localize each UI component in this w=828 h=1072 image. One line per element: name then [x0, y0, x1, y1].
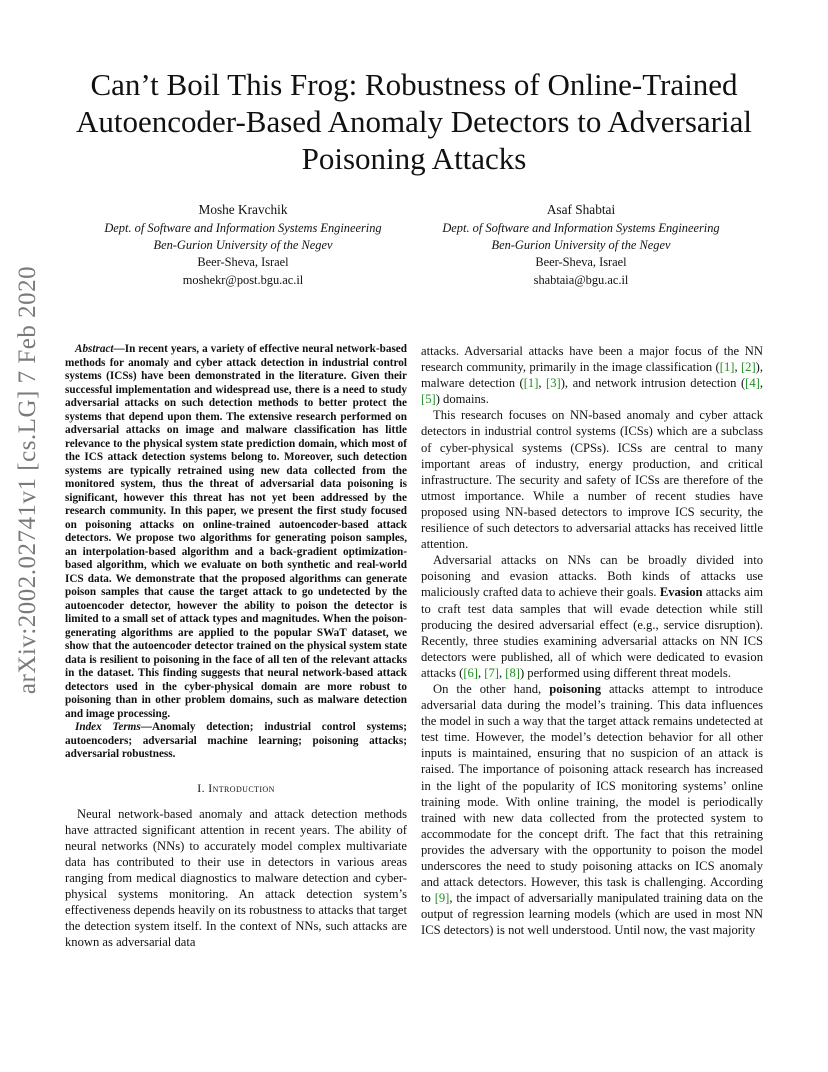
author-university: Ben-Gurion University of the Negev	[153, 238, 333, 253]
author-city: Beer-Sheva, Israel	[535, 255, 627, 270]
citation-link[interactable]: [3]	[546, 376, 561, 391]
index-terms-label: Index Terms	[75, 721, 141, 733]
text-run: ) domains.	[435, 392, 489, 407]
text-run: attacks attempt to introduce adversarial data during the model’s training. This data influences the model in such a way that the target attack remains undetected at test time. However, the model’s detection behavior for all other inputs is maintained, ensuring that no suspicion of an attack is raised. The importance of poisoning attack research has increased in the light of the popularity of ICS monitoring systems’ online training mode. With online training, the model is periodically trained with new data collected from the protected system to accommodate for the concept drift. The fact that this retraining provides the adversary with the opportunity to poison the model underscores the need to study poisoning attacks on ICS anomaly and attack detectors. However, this task is challenging. According to	[421, 681, 763, 906]
citation-link[interactable]: [8]	[505, 665, 520, 680]
citation-link[interactable]: [4]	[745, 376, 760, 391]
intro-paragraph: Neural network-based anomaly and attack detection methods have attracted significant attention in recent years. The ability of neural networks (NNs) to accurately model complex multivariate data has contributed to their use in detectors in various areas ranging from medical diagnostics to malware detection and cyber-physical systems monitoring. An attack detection system’s effectiveness depends heavily on its robustness to attacks that target the detection system itself. In the context of NNs, such attacks are known as adversarial data	[65, 806, 407, 950]
arxiv-identifier[interactable]: arXiv:2002.02741v1 [cs.LG] 7 Feb 2020	[14, 265, 42, 695]
text-run: attacks aim to craft test data samples that will evade detection while still producing the desired adversarial effect (e.g., service disruption). Recently, three studies examining adversarial attacks on NN ICS detectors were published, all of which were dedicated to evasion attacks (	[421, 585, 763, 680]
index-terms	[65, 721, 407, 762]
text-run: On the other hand,	[433, 681, 550, 696]
bold-term: poisoning	[549, 681, 601, 696]
author-block-2	[401, 199, 761, 289]
paragraph-4	[421, 681, 763, 939]
text-run: attacks. Adversarial attacks have been a major focus of the NN research community, primarily in the image classification (	[421, 344, 763, 375]
author-name: Asaf Shabtai	[546, 202, 616, 217]
paper-title: Can’t Boil This Frog: Robustness of Online-Trained Autoencoder-Based Anomaly Detectors to Adversarial Poisoning Attacks	[75, 67, 752, 176]
author-block-1	[63, 199, 423, 289]
right-column	[421, 343, 763, 938]
paragraph-1: attacks. Adversarial attacks have been a major focus of the NN research community, primarily in the image classification ([1], [2]), malware detection ([1], [3]), and network intrusion detection ([4], [5]) domains.	[421, 344, 764, 407]
abstract	[65, 343, 407, 721]
paragraph-3: Adversarial attacks on NNs can be broadly divided into poisoning and evasion attacks. Both kinds of attacks use maliciously crafted data to achieve their goals. Evasion attacks aim to craft test data samples that will evade detection while still producing the desired adversarial effect (e.g., service disruption). Recently, three studies examining adversarial attacks on NN ICS detectors were published, all of which were dedicated to evasion attacks ([6], [7], [8]) performed using different threat models.	[421, 553, 763, 680]
author-name: Moshe Kravchik	[198, 202, 288, 217]
citation-link[interactable]: [1]	[523, 376, 539, 391]
text-run: Adversarial attacks on NNs can be broadly divided into poisoning and evasion attacks. Both kinds of attacks use maliciously crafted data to achieve their goals.	[421, 553, 763, 600]
text-run: , the impact of adversarially manipulated training data on the output of regression learning models (which are used in most NN ICS detectors) is not well understood. Until now, the vast majority	[421, 891, 763, 938]
author-university: Ben-Gurion University of the Negev	[491, 238, 671, 253]
citation-link[interactable]: [1]	[719, 360, 735, 375]
citation-link[interactable]: [7]	[484, 665, 499, 680]
citation-link[interactable]: [2]	[740, 360, 756, 375]
text-run: ), and network intrusion detection (	[560, 376, 746, 391]
left-column	[65, 343, 407, 950]
author-dept: Dept. of Software and Information Systems Engineering	[442, 221, 720, 235]
abstract-label: Abstract	[75, 343, 114, 355]
citation-link[interactable]: [6]	[463, 665, 478, 680]
section-heading-introduction: I. Introduction	[197, 780, 275, 795]
text-run: ) performed using different threat models.	[519, 665, 731, 680]
author-email[interactable]: shabtaia@bgu.ac.il	[533, 272, 629, 287]
citation-link[interactable]: [5]	[421, 392, 436, 407]
author-dept: Dept. of Software and Information Systems Engineering	[104, 221, 382, 235]
author-email[interactable]: moshekr@post.bgu.ac.il	[182, 272, 304, 287]
bold-term: Evasion	[659, 585, 703, 600]
arxiv-sidebar	[3, 265, 53, 695]
text-run: ), malware detection (	[421, 360, 763, 391]
abstract-text: —In recent years, a variety of effective neural network-based methods for anomaly and cyber attack detection in industrial control systems (ICSs) have been demonstrated in the literature. Given their successful implementation and widespread use, there is a need to study adversarial attacks on such detection methods to better protect the systems that depend upon them. The extensive research performed on adversarial attacks on image and malware classification has little relevance to the physical system state prediction domain, which most of the ICS attack detection systems belong to. Moreover, such detection systems are typically retrained using new data collected from the monitored system, thus the threat of adversarial data poisoning is significant, however this threat has not yet been addressed by the research community. In this paper, we present the first study focused on poisoning attacks on online-trained autoencoder-based attack detectors. We propose two algorithms for generating poison samples, an interpolation-based algorithm and a back-gradient optimization-based algorithm, which we evaluate on both synthetic and real-world ICS data. We demonstrate that the proposed algorithms can generate poison samples that cause the target attack to go undetected by the autoencoder detector, however the ability to poison the detector is limited to a small set of attack types and magnitudes. When the poison-generating algorithms are applied to the popular SWaT dataset, we show that the autoencoder detector trained on the physical system state data is resilient to poisoning in the face of all ten of the relevant attacks in the dataset. This finding suggests that neural network-based attack detectors used in the cyber-physical domain are more robust to poisoning than in other problem domains, such as malware detection and image processing.	[65, 343, 407, 720]
index-terms-text: —Anomaly detection; industrial control systems; autoencoders; adversarial machine learning; poisoning attacks; adversarial robustness.	[65, 721, 407, 760]
citation-link[interactable]: [9]	[434, 891, 450, 906]
author-city: Beer-Sheva, Israel	[197, 255, 289, 270]
paragraph-2: This research focuses on NN-based anomaly and cyber attack detectors in industrial control systems (ICSs) which are a subclass of cyber-physical systems (CPSs). ICSs are central to many important areas of industry, energy production, and critical infrastructure. The security and safety of ICSs are therefore of the utmost importance. While a number of recent studies have proposed using NN-based detectors to improve ICS security, the resilience of such detectors to adversarial attacks has received little attention.	[421, 408, 763, 552]
